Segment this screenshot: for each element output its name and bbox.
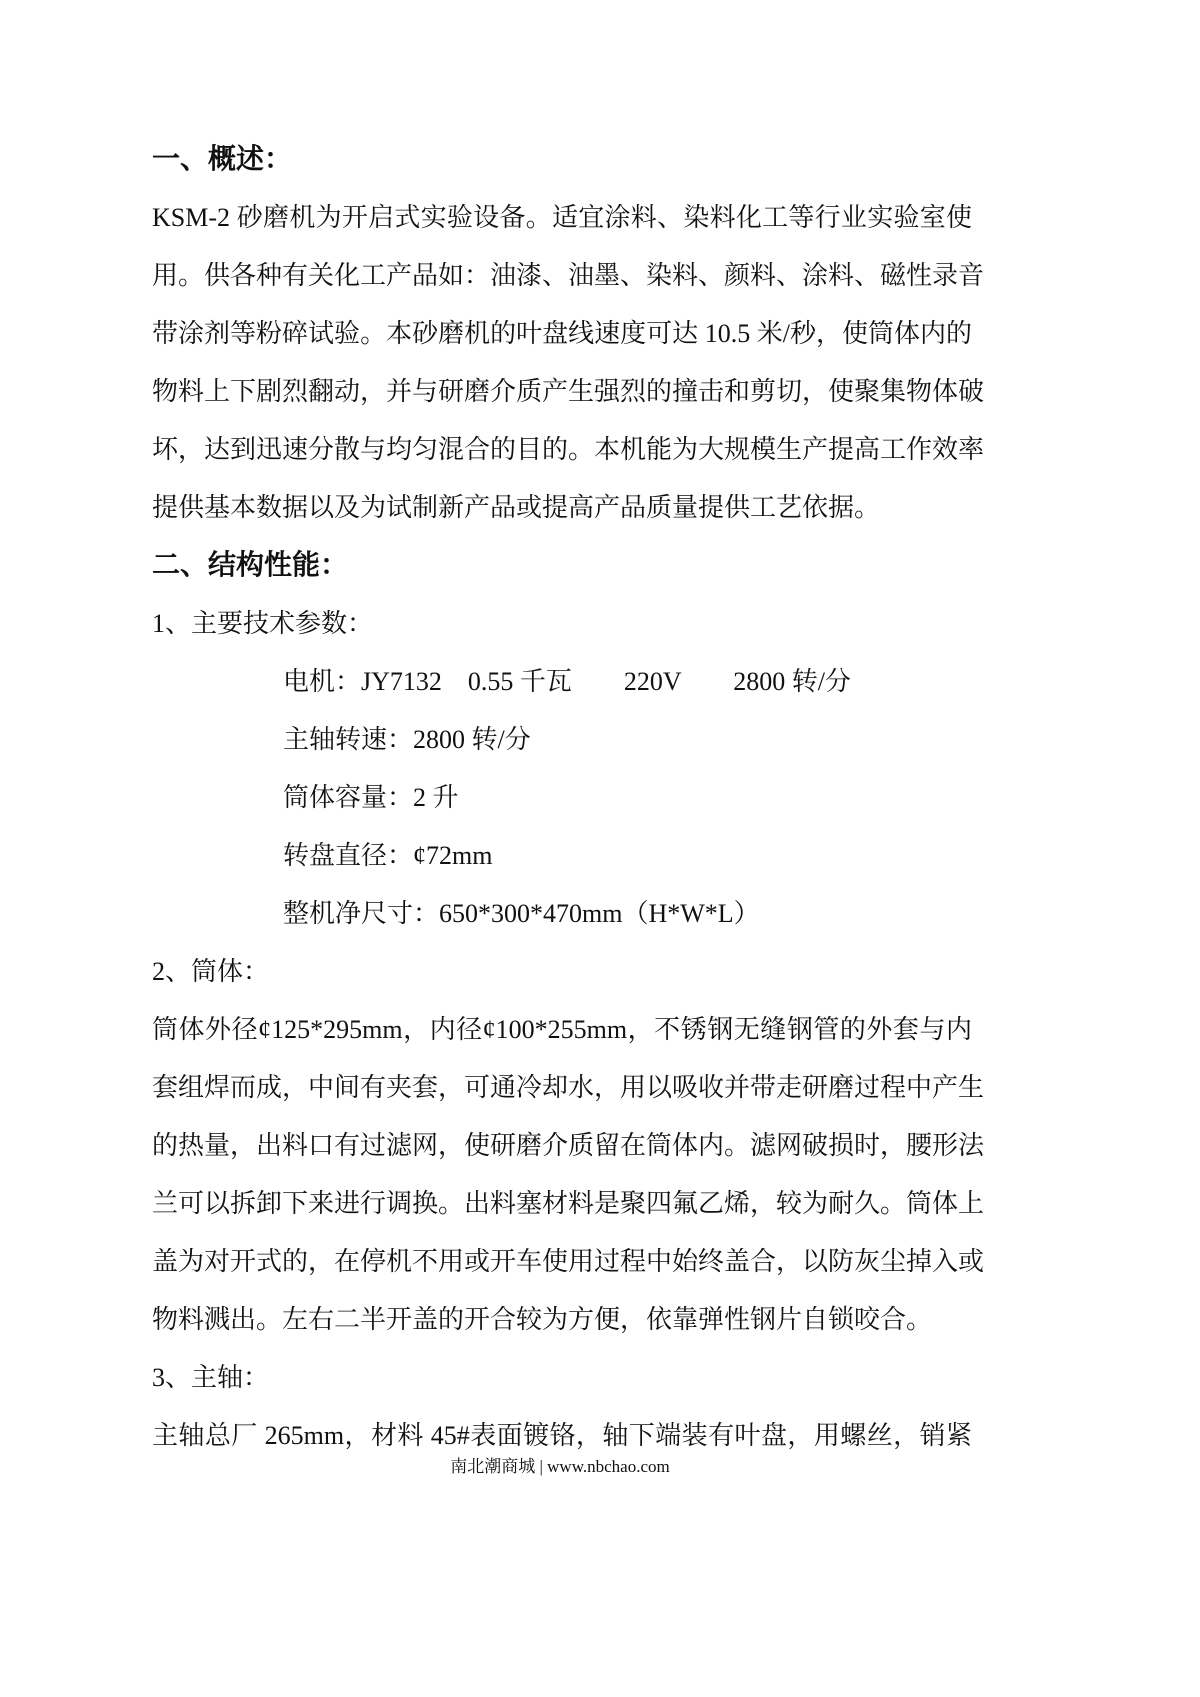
page-footer: 南北潮商城 | www.nbchao.com [450,1457,670,1476]
subheading-cylinder: 2、筒体： [152,957,270,986]
paragraph-line: 带涂剂等粉碎试验。本砂磨机的叶盘线速度可达 10.5 米/秒，使筒体内的 [152,319,972,348]
paragraph-line: 提供基本数据以及为试制新产品或提高产品质量提供工艺依据。 [152,493,881,522]
paragraph-line: 的热量，出料口有过滤网，使研磨介质留在筒体内。滤网破损时，腰形法 [152,1131,985,1160]
spec-motor: 电机：JY7132 0.55 千瓦 220V 2800 转/分 [283,667,851,696]
section1-heading: 一、概述： [152,144,293,175]
paragraph-line: 物料溅出。左右二半开盖的开合较为方便，依靠弹性钢片自锁咬合。 [152,1305,933,1334]
paragraph-line: 套组焊而成，中间有夹套，可通冷却水，用以吸收并带走研磨过程中产生 [152,1073,985,1102]
spec-disc-diameter: 转盘直径：¢72mm [283,841,493,870]
spec-capacity: 筒体容量：2 升 [283,783,459,812]
subheading-params: 1、主要技术参数： [152,609,374,638]
paragraph-line: 盖为对开式的，在停机不用或开车使用过程中始终盖合，以防灰尘掉入或 [152,1247,985,1276]
paragraph-line: 物料上下剧烈翻动，并与研磨介质产生强烈的撞击和剪切，使聚集物体破 [152,377,985,406]
subheading-spindle: 3、主轴： [152,1363,270,1392]
paragraph-line: 兰可以拆卸下来进行调换。出料塞材料是聚四氟乙烯，较为耐久。筒体上 [152,1189,985,1218]
spec-dimensions: 整机净尺寸：650*300*470mm（H*W*L） [283,899,760,928]
spec-spindle-speed: 主轴转速：2800 转/分 [283,725,531,754]
section2-heading: 二、结构性能： [152,550,349,581]
paragraph-line: 主轴总厂 265mm，材料 45#表面镀铬，轴下端装有叶盘，用螺丝，销紧 [152,1421,972,1450]
paragraph-line: 筒体外径¢125*295mm，内径¢100*255mm，不锈钢无缝钢管的外套与内 [152,1015,972,1044]
paragraph-line: 坏，达到迅速分散与均匀混合的目的。本机能为大规模生产提高工作效率 [152,435,985,464]
paragraph-line: KSM-2 砂磨机为开启式实验设备。适宜涂料、染料化工等行业实验室使 [152,203,972,232]
paragraph-line: 用。供各种有关化工产品如：油漆、油墨、染料、颜料、涂料、磁性录音 [152,261,985,290]
